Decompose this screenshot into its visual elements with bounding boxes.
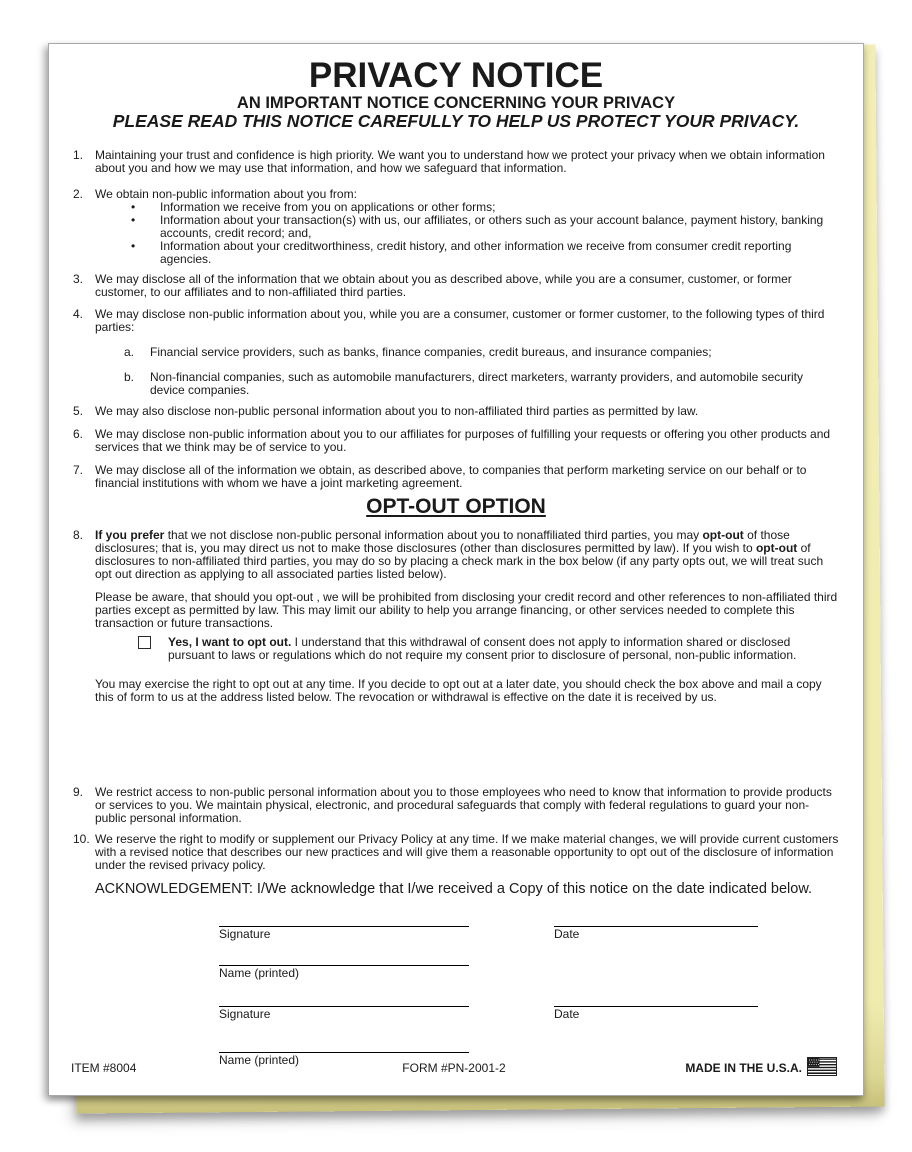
name-printed-label: Name (printed) bbox=[219, 966, 300, 980]
item-number: 1. bbox=[73, 148, 84, 162]
signature-row-3 bbox=[219, 1006, 839, 1021]
item-text: We may also disclose non-public personal information about you to non-affiliated third parties as permitted by law. bbox=[95, 404, 699, 418]
date-label: Date bbox=[554, 1007, 580, 1021]
notice-item-9 bbox=[73, 786, 839, 825]
item-text: We may disclose non-public information about you, while you are a consumer, customer or former customer, to the following types of third parties: bbox=[95, 307, 825, 334]
notice-item-1 bbox=[73, 149, 839, 175]
notice-item-4 bbox=[73, 308, 839, 397]
us-flag-icon bbox=[807, 1057, 837, 1079]
name-printed-label: Name (printed) bbox=[219, 1053, 300, 1067]
opt-out-checkbox-row bbox=[138, 636, 839, 662]
item-text: Maintaining your trust and confidence is high priority. We want you to understand how we protect your privacy when we obtain information about you and how we may use that information, and how we safeguard that information. bbox=[95, 148, 825, 175]
date-label: Date bbox=[554, 927, 580, 941]
notice-item-5 bbox=[73, 405, 839, 418]
item-number: 2. bbox=[73, 187, 84, 201]
opt-out-checkbox[interactable] bbox=[138, 636, 151, 649]
item-number: 10. bbox=[73, 832, 90, 846]
sub-item-text: Non-financial companies, such as automobile manufacturers, direct marketers, warranty providers, and automobile security device companies. bbox=[150, 370, 803, 397]
signature-label: Signature bbox=[219, 927, 271, 941]
item-text: We restrict access to non-public personal information about you to those employees who need to know that information to provide products or services to you. We maintain physical, electronic, and procedural safeguards that comply with federal regulations to guard your non-public personal information. bbox=[95, 785, 832, 825]
footer-item-number: ITEM #8004 bbox=[71, 1060, 137, 1075]
notice-item-6 bbox=[73, 428, 839, 454]
item-number: 6. bbox=[73, 427, 84, 441]
item-text: We may disclose all of the information that we obtain about you as described above, while you are a consumer, customer, or former customer, to our affiliates and to non-affiliated third parties. bbox=[95, 272, 792, 299]
opt-out-aware-paragraph: Please be aware, that should you opt-out , we will be prohibited from disclosing your credit record and other references to non-affiliated third parties except as permitted by law. This may limit our ability to help you arrange financing, or other services needed to complete this transaction or future transactions. bbox=[95, 590, 838, 630]
bullet-marker: • bbox=[131, 200, 136, 214]
signature-row-1 bbox=[219, 926, 839, 941]
item-text: We may disclose all of the information we obtain, as described above, to companies that perform marketing service on our behalf or to financial institutions with whom we have a joint marketing agreement. bbox=[95, 463, 807, 490]
sub-item-label: b. bbox=[124, 370, 135, 384]
bullet-item bbox=[95, 214, 839, 240]
sub-item-label: a. bbox=[124, 345, 135, 359]
notice-item-3 bbox=[73, 273, 839, 299]
signature-row-2 bbox=[219, 965, 839, 980]
item-text: We reserve the right to modify or supplement our Privacy Policy at any time. If we make material changes, we will provide current customers with a revised notice that describes our new practices and will give them a reasonable opportunity to opt out of the disclosure of information under the revised privacy policy. bbox=[95, 832, 839, 872]
signature-label: Signature bbox=[219, 1007, 271, 1021]
item-number: 3. bbox=[73, 272, 84, 286]
item-number: 4. bbox=[73, 307, 84, 321]
item-number: 9. bbox=[73, 785, 84, 799]
opt-out-checkbox-label: Yes, I want to opt out. I understand that this withdrawal of consent does not apply to information shared or disclosed pursuant to laws or regulations which do not require my consent prior to disclosure of personal, non-public information. bbox=[168, 635, 797, 662]
notice-item-2 bbox=[73, 188, 839, 266]
page-title: PRIVACY NOTICE bbox=[308, 56, 604, 95]
sub-item-a bbox=[124, 346, 839, 359]
signature-block bbox=[219, 926, 839, 1067]
bullet-text: Information about your transaction(s) with us, our affiliates, or others such as your account balance, payment history, banking accounts, credit record; and, bbox=[160, 213, 824, 240]
subtitle: AN IMPORTANT NOTICE CONCERNING YOUR PRIVACY bbox=[236, 94, 676, 112]
bullet-text: Information about your creditworthiness, credit history, and other information we receive from consumer credit reporting agencies. bbox=[160, 239, 792, 266]
footer-form-number: FORM #PN-2001-2 bbox=[402, 1060, 506, 1075]
bullet-marker: • bbox=[131, 213, 136, 227]
sub-item-b bbox=[124, 371, 839, 397]
item-number: 8. bbox=[73, 528, 84, 542]
acknowledgement-text: ACKNOWLEDGEMENT: I/We acknowledge that I/we received a Copy of this notice on the date indicated below. bbox=[95, 881, 813, 897]
tagline: PLEASE READ THIS NOTICE CAREFULLY TO HELP US PROTECT YOUR PRIVACY. bbox=[112, 111, 800, 131]
privacy-notice-form bbox=[48, 43, 864, 1096]
bullet-text: Information we receive from you on applications or other forms; bbox=[160, 200, 496, 214]
item-text: We obtain non-public information about you from: bbox=[95, 187, 357, 201]
notice-item-8 bbox=[73, 529, 839, 581]
form-content bbox=[49, 44, 863, 1095]
bullet-list bbox=[95, 201, 839, 266]
notice-item-7 bbox=[73, 464, 839, 490]
opt-out-exercise-paragraph: You may exercise the right to opt out at any time. If you decide to opt out at a later date, you should check the box above and mail a copy this of form to us at the address listed below. The revocation or withdrawal is effective on the date it is received by us. bbox=[95, 677, 822, 704]
sub-item-text: Financial service providers, such as banks, finance companies, credit bureaus, and insurance companies; bbox=[150, 345, 712, 359]
form-footer bbox=[71, 1057, 837, 1079]
item-text: If you prefer that we not disclose non-public personal information about you to nonaffiliated third parties, you may opt-out of those disclosures; that is, you may direct us not to make those disclosures (other than disclosures permitted by law). If you wish to opt-out of disclosures to non-affiliated third parties, you may do so by placing a check mark in the box below (if any party opts out, we will treat such opt out direction as applying to all associated parties listed below). bbox=[95, 528, 824, 581]
made-in-usa-label: MADE IN THE U.S.A. bbox=[685, 1060, 802, 1075]
item-number: 7. bbox=[73, 463, 84, 477]
item-number: 5. bbox=[73, 404, 84, 418]
opt-out-heading: OPT-OUT OPTION bbox=[366, 495, 546, 518]
notice-item-10 bbox=[73, 833, 839, 872]
bullet-marker: • bbox=[131, 239, 136, 253]
item-text: We may disclose non-public information about you to our affiliates for purposes of fulfilling your requests or offering you other products and services that we think may be of service to you. bbox=[95, 427, 831, 454]
bullet-item bbox=[95, 240, 839, 266]
